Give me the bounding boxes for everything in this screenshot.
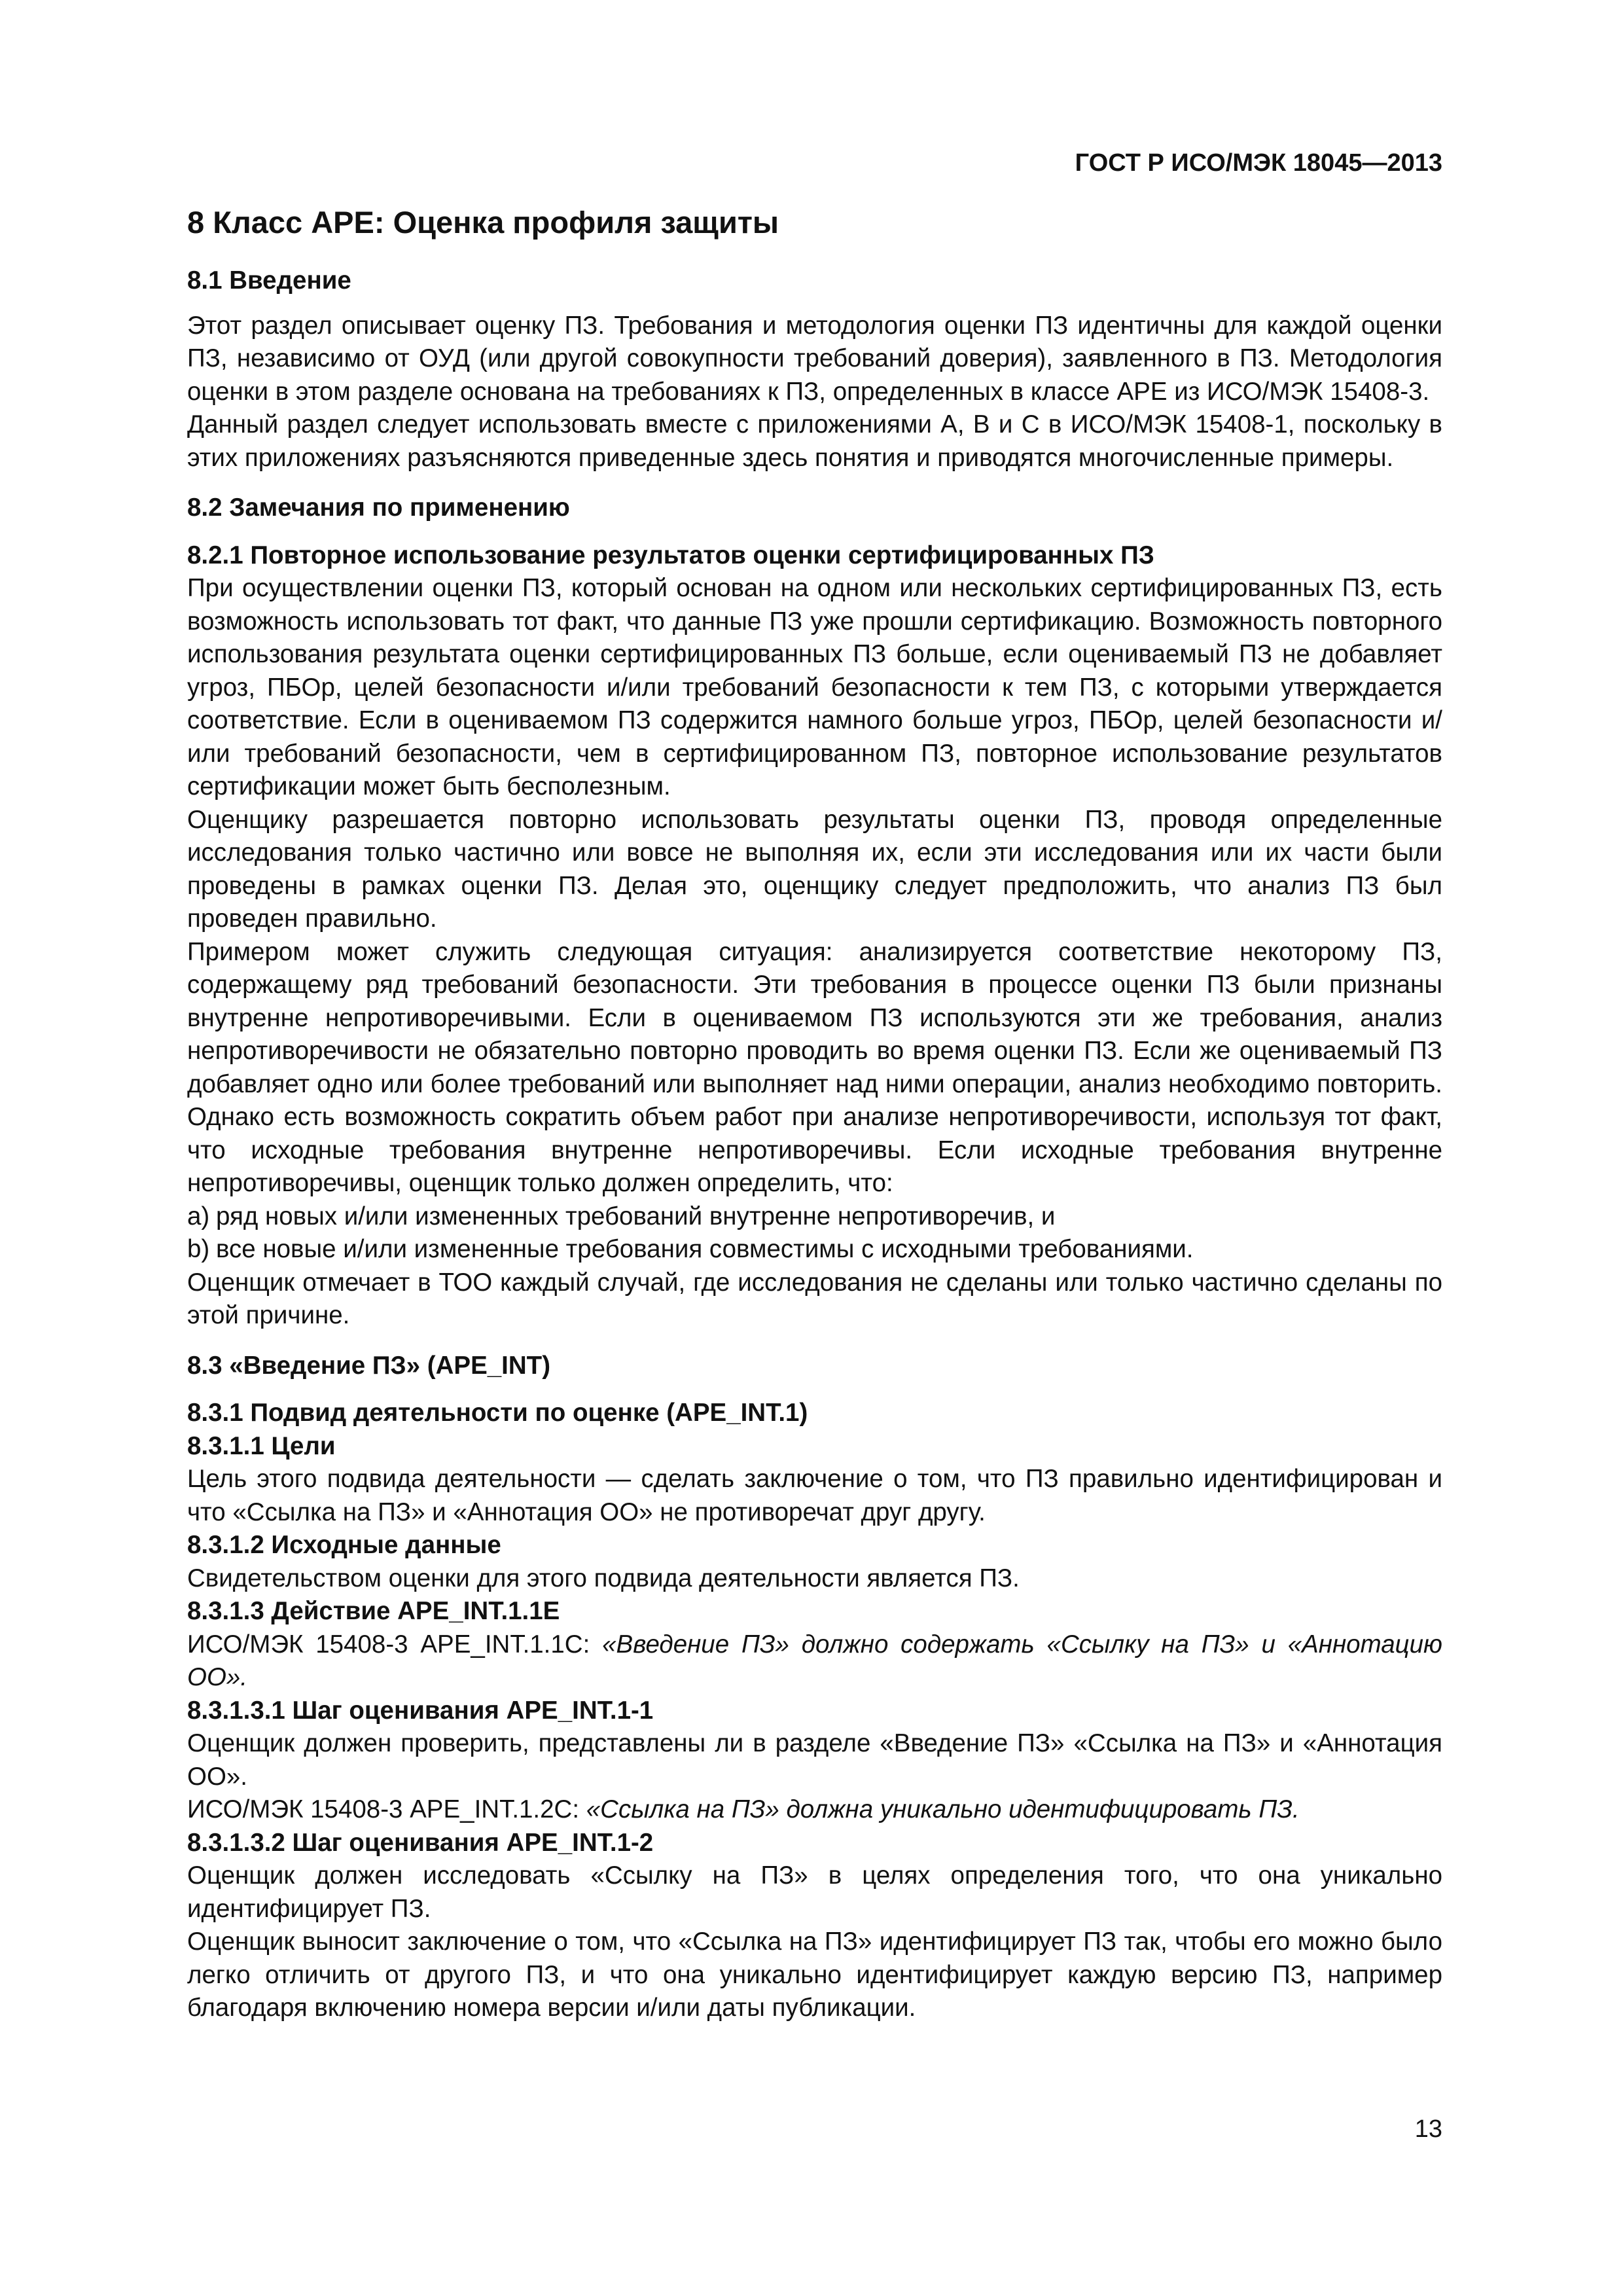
paragraph-8-1-1-text: Этот раздел описывает оценку ПЗ. Требования и методология оценки ПЗ идентичны для каждой оценки ПЗ, независимо от ОУД (или другой совокупности требований доверия), заявленного в ПЗ. Методология оценки в этом разделе основана на требованиях к ПЗ, определенных в классе APE из ИСО/МЭК 15408-3. (187, 311, 1442, 406)
list-marker-b: b) (187, 1235, 210, 1263)
list-marker-a: a) (187, 1202, 210, 1230)
paragraph-goal-text: Цель этого подвида деятельности — сделать заключение о том, что ПЗ правильно идентифицирован и что «Ссылка на ПЗ» и «Аннотация ОО» не противоречат друг другу. (187, 1465, 1442, 1526)
paragraph-step-1 (187, 1727, 1442, 1793)
action-ref-prefix: ИСО/МЭК 15408-3 APE_INT.1.1C: (187, 1630, 603, 1659)
paragraph-action (187, 1628, 1442, 1695)
heading-8-3-1-2: 8.3.1.2 Исходные данные (187, 1531, 501, 1559)
list-text-b: все новые и/или измененные требования совместимы с исходными требованиями. (216, 1235, 1194, 1263)
heading-8-3-1: 8.3.1 Подвид деятельности по оценке (APE_INT.1) (187, 1399, 808, 1427)
paragraph-8-1-2-text: Данный раздел следует использовать вместе с приложениями А, В и С в ИСО/МЭК 15408-1, поскольку в этих приложениях разъясняются приведенные здесь понятия и приводятся многочисленные примеры. (187, 410, 1442, 472)
paragraph-8-2-1-3 (187, 936, 1442, 1200)
page-number: 13 (1414, 2115, 1442, 2143)
paragraph-8-2-1-4 (187, 1266, 1442, 1333)
paragraph-step-2b-text: Оценщик выносит заключение о том, что «Ссылка на ПЗ» идентифицирует ПЗ так, чтобы его можно было легко отличить от другого ПЗ, и что она уникально идентифицирует каждую версию ПЗ, например благодаря включению номера версии и/или даты публикации. (187, 1928, 1442, 2022)
paragraph-step-1-text: Оценщик должен проверить, представлены ли в разделе «Введение ПЗ» «Ссылка на ПЗ» и «Аннотация ОО». (187, 1729, 1442, 1791)
heading-8-1: 8.1 Введение (187, 266, 351, 295)
heading-8-2-1: 8.2.1 Повторное использование результатов оценки сертифицированных ПЗ (187, 541, 1154, 569)
paragraph-8-2-1-4-text: Оценщик отмечает в ТОО каждый случай, где исследования не сделаны или только частично сделаны по этой причине. (187, 1268, 1442, 1329)
paragraph-step-1-ref (187, 1793, 1442, 1827)
heading-8-3-1-1: 8.3.1.1 Цели (187, 1431, 336, 1460)
paragraph-8-2-1-1 (187, 572, 1442, 804)
paragraph-8-2-1-3-text: Примером может служить следующая ситуация: анализируется соответствие некоторому ПЗ, содержащему ряд требований безопасности. Эти требования в процессе оценки ПЗ были признаны внутренне непротиворечивыми. Если в оцениваемом ПЗ используются эти же требования, анализ непротиворечивости не обязательно повторно проводить во время оценки ПЗ. Если же оцениваемый ПЗ добавляет одно или более требований или выполняет над ними операции, анализ необходимо повторить. Однако есть возможность сократить объем работ при анализе непротиворечивости, используя тот факт, что исходные требования внутренне непротиворечивы. Если исходные требования внутренне непротиворечивы, оценщик только должен определить, что: (187, 937, 1442, 1197)
page-content (187, 203, 1442, 2025)
paragraph-8-2-1-2-text: Оценщику разрешается повторно использовать результаты оценки ПЗ, проводя определенные исследования только частично или вовсе не выполняя их, если эти исследования или их части были проведены в рамках оценки ПЗ. Делая это, оценщику следует предположить, что анализ ПЗ был проведен правильно. (187, 805, 1442, 933)
heading-step-1: 8.3.1.3.1 Шаг оценивания APE_INT.1-1 (187, 1696, 654, 1725)
paragraph-8-1-2 (187, 408, 1442, 475)
paragraph-step-2b (187, 1926, 1442, 2025)
paragraph-8-1-1 (187, 310, 1442, 409)
heading-8-3-1-3: 8.3.1.3 Действие APE_INT.1.1E (187, 1597, 560, 1625)
paragraph-step-2a (187, 1859, 1442, 1926)
heading-step-2: 8.3.1.3.2 Шаг оценивания APE_INT.1-2 (187, 1828, 654, 1857)
list-item-b (187, 1233, 1442, 1266)
heading-8-2: 8.2 Замечания по применению (187, 493, 570, 522)
step-1-ref-prefix: ИСО/МЭК 15408-3 APE_INT.1.2C: (187, 1795, 586, 1823)
paragraph-input (187, 1562, 1442, 1596)
list-item-a (187, 1200, 1442, 1234)
paragraph-step-2a-text: Оценщик должен исследовать «Ссылку на ПЗ» в целях определения того, что она уникально идентифицирует ПЗ. (187, 1861, 1442, 1923)
step-1-ref-italic: «Ссылка на ПЗ» должна уникально идентифицировать ПЗ. (586, 1795, 1300, 1823)
paragraph-input-text: Свидетельством оценки для этого подвида деятельности является ПЗ. (187, 1564, 1020, 1592)
standard-header: ГОСТ Р ИСО/МЭК 18045—2013 (1075, 149, 1442, 177)
paragraph-goal (187, 1463, 1442, 1529)
paragraph-8-2-1-2 (187, 804, 1442, 936)
paragraph-8-2-1-1-text: При осуществлении оценки ПЗ, который основан на одном или нескольких сертифицированных ПЗ, есть возможность использовать тот факт, что данные ПЗ уже прошли сертификацию. Возможность повторного использования результата оценки сертифицированных ПЗ больше, если оцениваемый ПЗ не добавляет угроз, ПБОр, целей безопасности и/или требований безопасности к тем ПЗ, с которыми утверждается соответствие. Если в оцениваемом ПЗ содержится намного больше угроз, ПБОр, целей безопасности и/или требований безопасности, чем в сертифицированном ПЗ, повторное использование результатов сертификации может быть бесполезным. (187, 574, 1442, 800)
heading-8-3: 8.3 «Введение ПЗ» (APE_INT) (187, 1351, 551, 1380)
section-title: 8 Класс APE: Оценка профиля защиты (187, 205, 779, 240)
list-text-a: ряд новых и/или измененных требований внутренне непротиворечив, и (216, 1202, 1056, 1230)
action-ref-italic: «Введение ПЗ» должно содержать «Ссылку на ПЗ» и «Аннотацию ОО». (187, 1630, 1442, 1691)
